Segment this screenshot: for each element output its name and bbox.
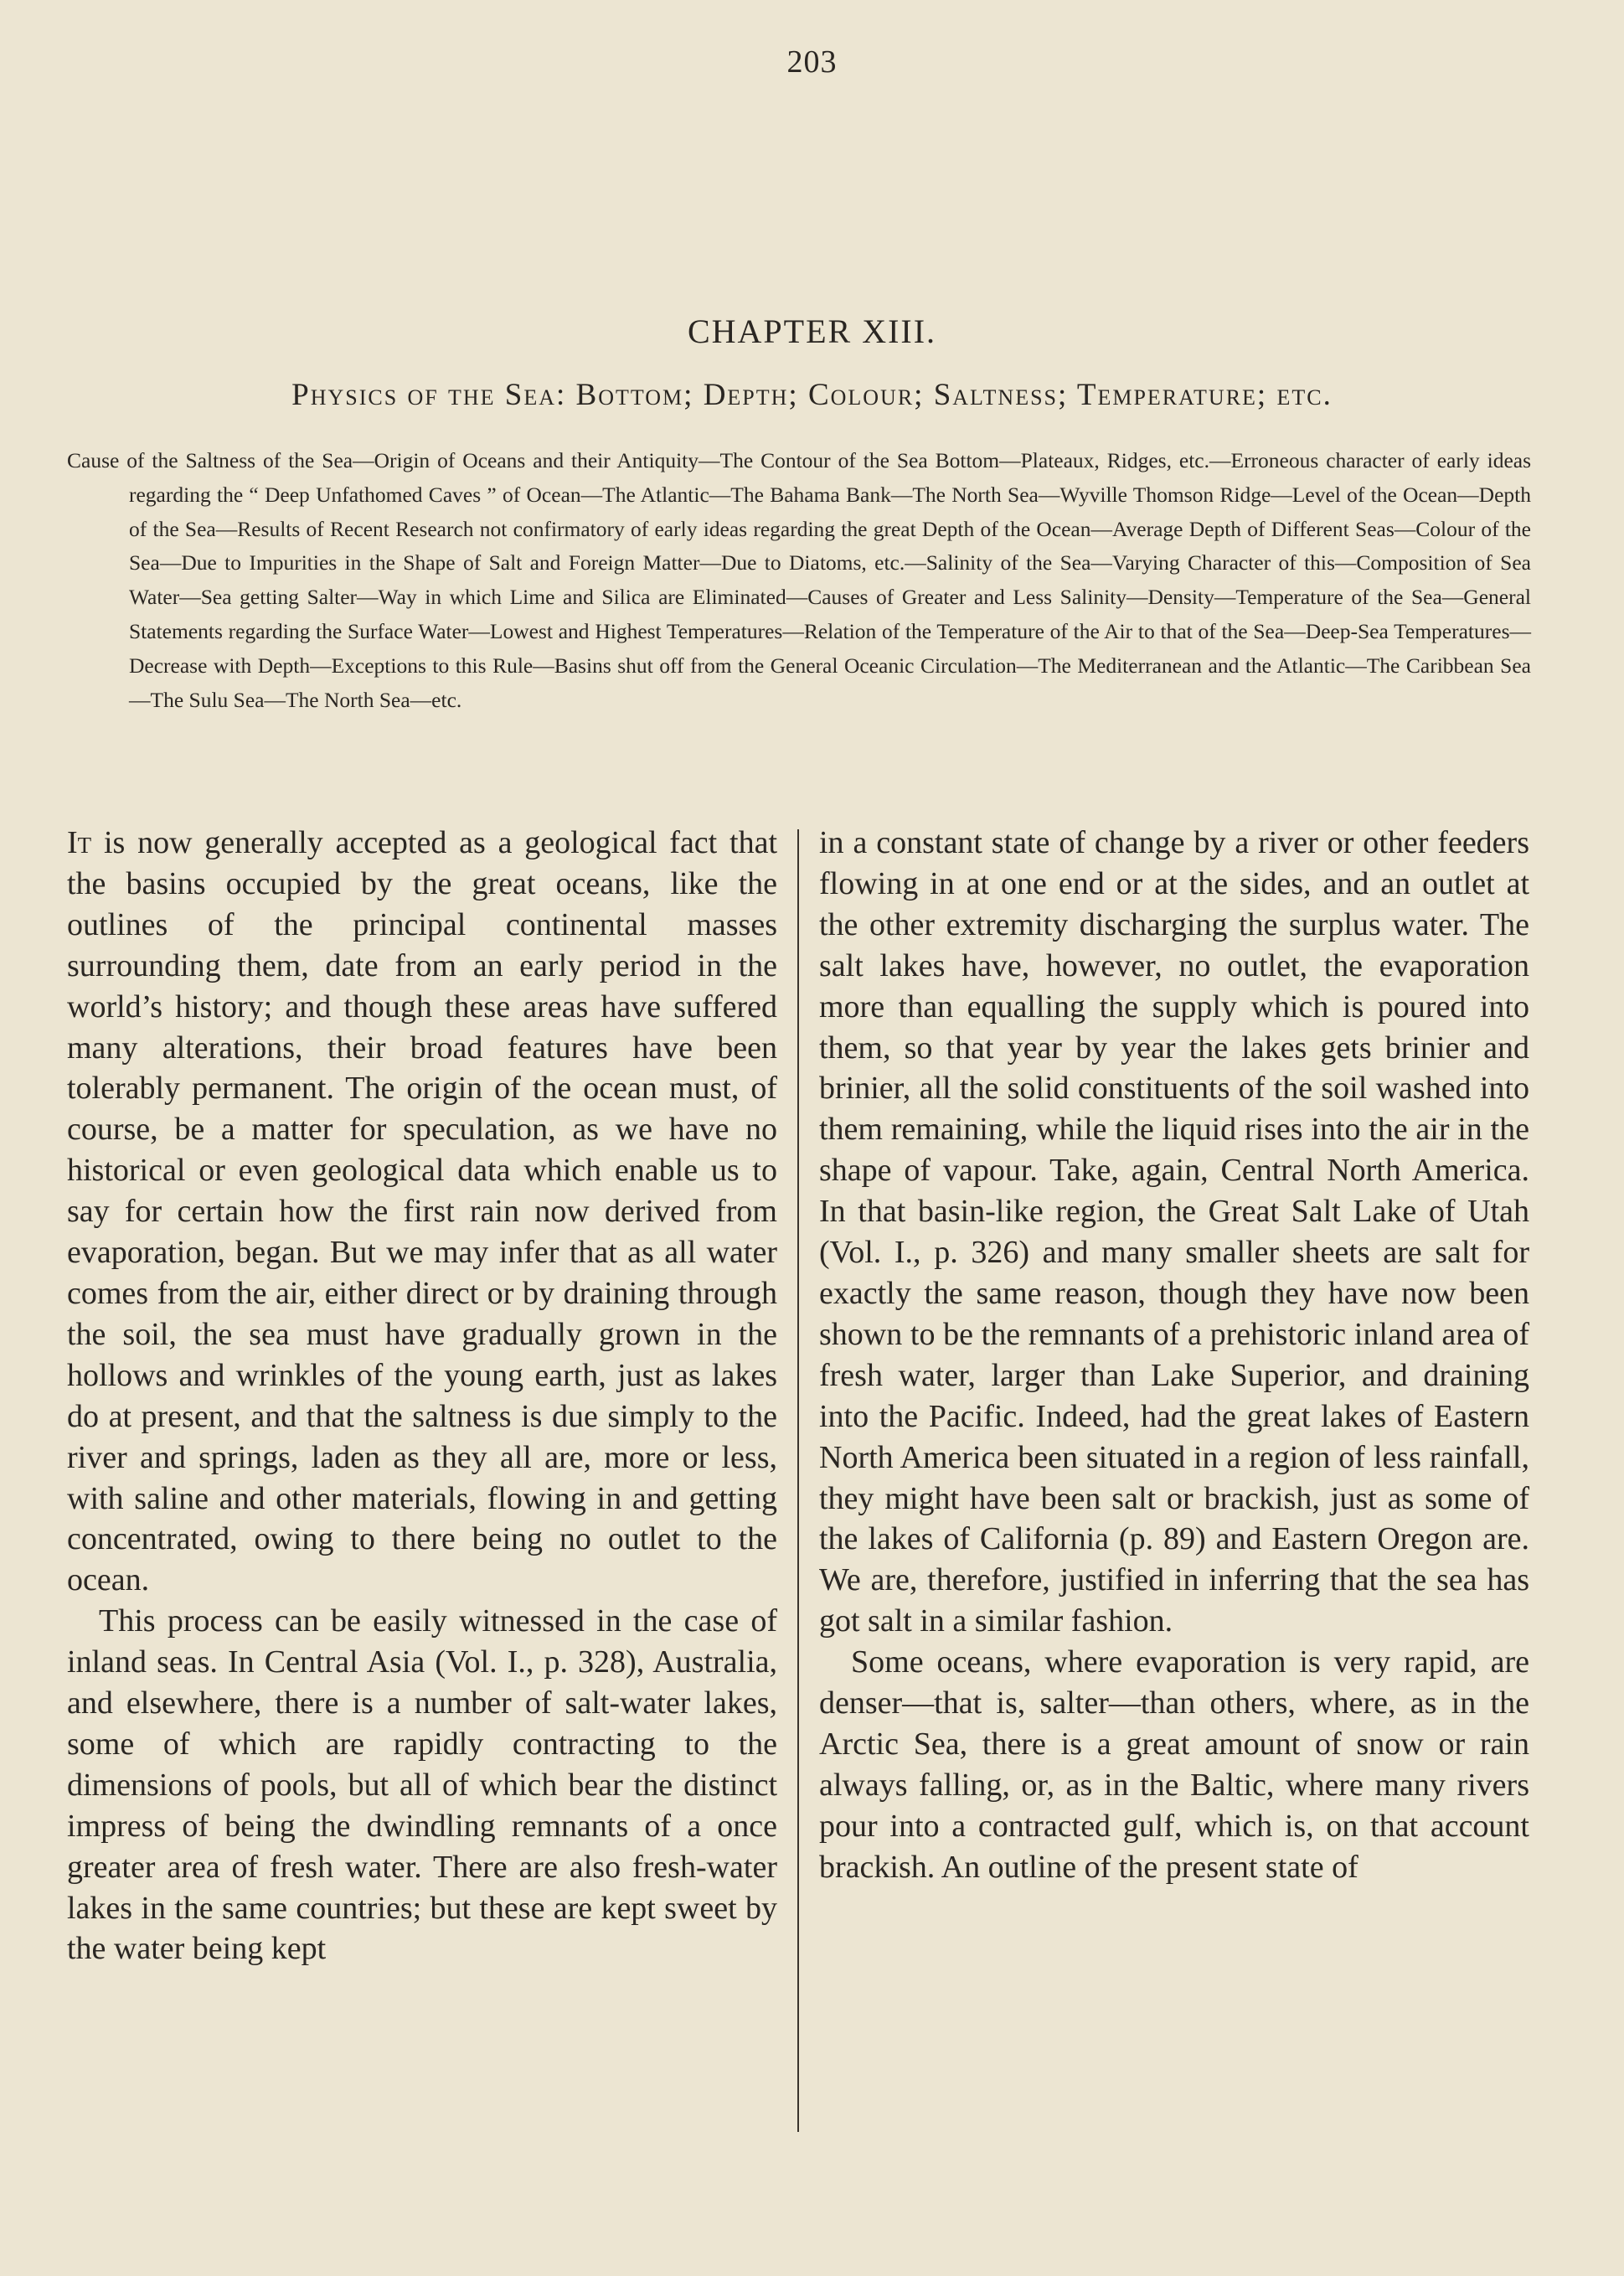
- right-column: [819, 823, 1529, 1888]
- left-paragraph-1-text: is now generally accepted as a geological fact that the basins occupied by the great oceans, like the outlines of the principal continental masses surrounding them, date from an early period in the world’s history; and though these areas have suffered many alterations, their broad features have been tolerably permanent. The origin of the ocean must, of course, be a matter for speculation, as we have no historical or even geological data which enable us to say for certain how the first rain now derived from evaporation, began. But we may infer that as all water comes from the air, either direct or by draining through the soil, the sea must have gradually grown in the hollows and wrinkles of the young earth, just as lakes do at present, and that the saltness is due simply to the river and springs, laden as they all are, more or less, with saline and other materials, flowing in and getting concentrated, owing to there being no outlet to the ocean.: [67, 825, 777, 1598]
- chapter-title: CHAPTER XIII.: [687, 312, 937, 350]
- left-paragraph-1: [67, 823, 777, 1601]
- synopsis-text: Cause of the Saltness of the Sea—Origin of Oceans and their Antiquity—The Contour of the Sea Bottom—Plateaux, Ridges, etc.—Erroneous character of early ideas regarding the “ Deep Unfathomed Caves ” of Ocean—The Atlantic—The Bahama Bank—The North Sea—Wyville Thomson Ridge—Level of the Ocean—Depth of the Sea—Results of Recent Research not confirmatory of early ideas regarding the great Depth of the Ocean—Average Depth of Different Seas—Colour of the Sea—Due to Impurities in the Shape of Salt and Foreign Matter—Due to Diatoms, etc.—Salinity of the Sea—Varying Character of this—Composition of Sea Water—Sea getting Salter—Way in which Lime and Silica are Eliminated—Causes of Greater and Less Salinity—Density—Temperature of the Sea—General Statements regarding the Surface Water—Lowest and Highest Temperatures—Relation of the Temperature of the Air to that of the Sea—Deep-Sea Temperatures—Decrease with Depth—Exceptions to this Rule—Basins shut off from the General Oceanic Circulation—The Mediterranean and the Atlantic—The Caribbean Sea—The Sulu Sea—The North Sea—etc.: [67, 448, 1531, 712]
- opening-word: It: [67, 825, 92, 860]
- right-paragraph-2: Some oceans, where evaporation is very rapid, are denser—that is, salter—than others, where, as in the Arctic Sea, there is a great amount of snow or rain always falling, or, as in the Baltic, where many rivers pour into a contracted gulf, which is, on that account brackish. An outline of the present state of: [819, 1644, 1529, 1885]
- left-column: [67, 823, 777, 1969]
- left-paragraph-2: This process can be easily witnessed in the case of inland seas. In Central Asia (Vol. I., p. 328), Australia, and elsewhere, there is a number of salt-water lakes, some of which are rapidly contracting to the dimensions of pools, but all of which bear the distinct impress of being the dwindling remnants of a once greater area of fresh water. There are also fresh-water lakes in the same countries; but these are kept sweet by the water being kept: [67, 1603, 777, 1967]
- right-paragraph-1: in a constant state of change by a river or other feeders flowing in at one end or at the sides, and an outlet at the other extremity discharging the surplus water. The salt lakes have, however, no outlet, the evaporation more than equalling the supply which is poured into them, so that year by year the lakes gets brinier and brinier, all the solid constituents of the soil washed into them remaining, while the liquid rises into the air in the shape of vapour. Take, again, Central North America. In that basin-like region, the Great Salt Lake of Utah (Vol. I., p. 326) and many smaller sheets are salt for exactly the same reason, though they have now been shown to be the remnants of a prehistoric inland area of fresh water, larger than Lake Superior, and draining into the Pacific. Indeed, had the great lakes of Eastern North America been situated in a region of less rainfall, they might have been salt or brackish, just as some of the lakes of California (p. 89) and Eastern Oregon are. We are, therefore, justified in inferring that the sea has got salt in a similar fashion.: [819, 825, 1529, 1639]
- column-divider: [797, 829, 799, 2132]
- chapter-subtitle: Physics of the Sea: Bottom; Depth; Colour; Saltness; Temperature; etc.: [291, 378, 1333, 412]
- chapter-synopsis: [67, 444, 1531, 717]
- page-number: 203: [786, 44, 838, 80]
